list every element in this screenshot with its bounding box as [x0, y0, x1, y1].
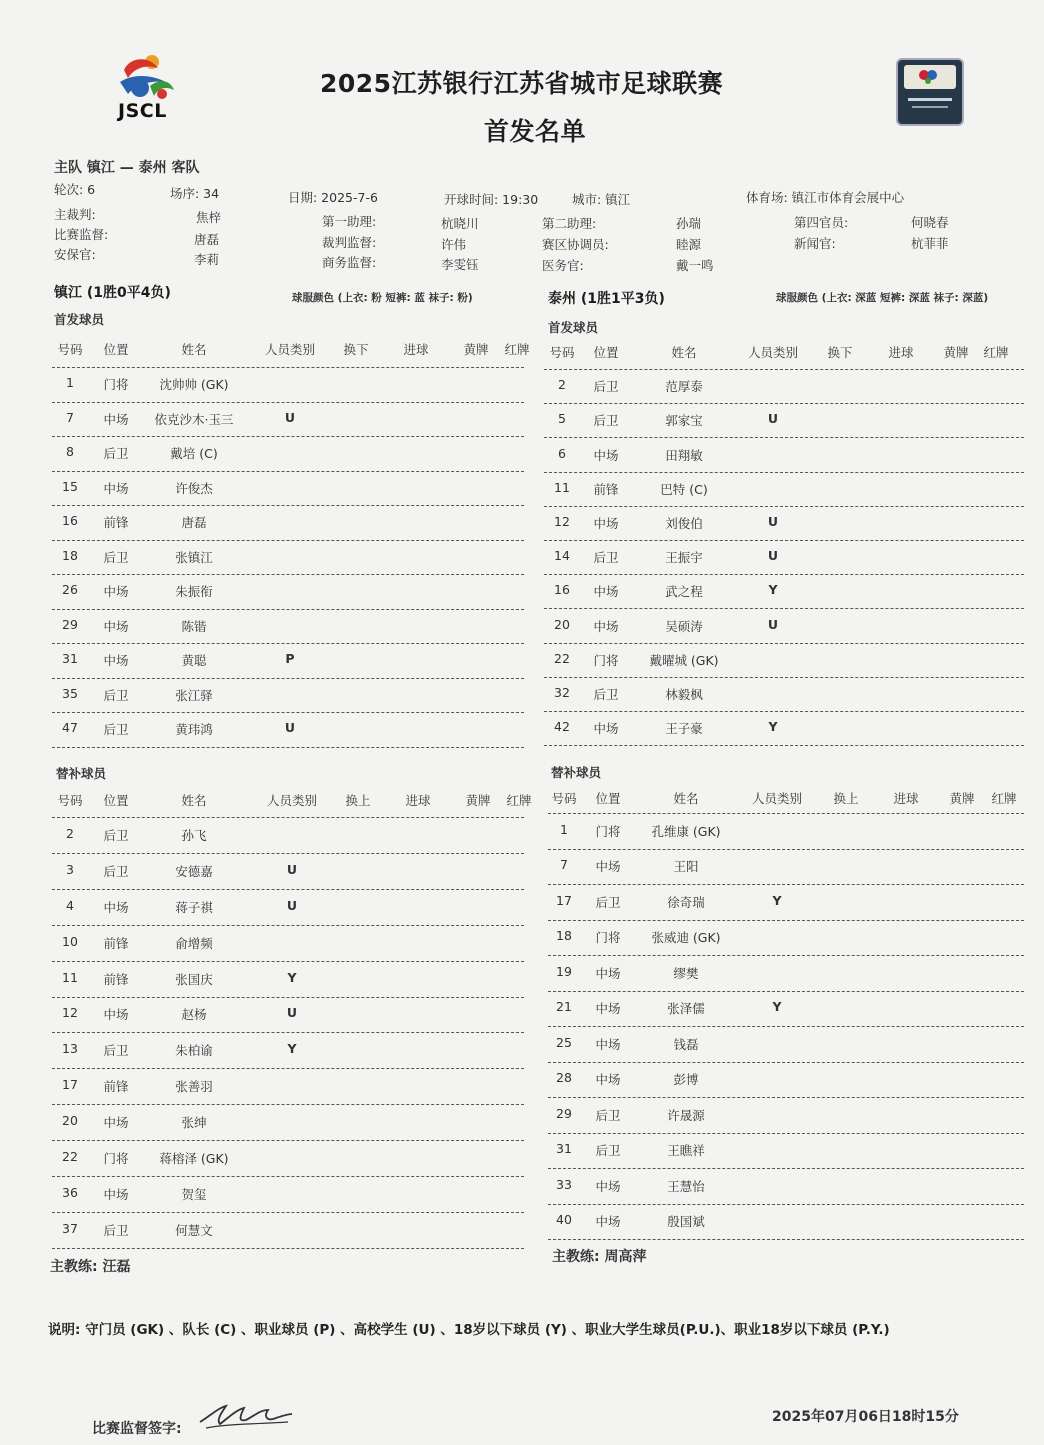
- home-starter-header-2: 姓名: [181, 342, 207, 357]
- home-sub-header-1: 位置: [103, 793, 129, 808]
- home-sub-header-4: 换上: [345, 793, 371, 808]
- away-starter-player-number: 5: [558, 411, 566, 427]
- home-sub-player-name: 张国庆: [175, 971, 213, 987]
- supervisor-signature: [196, 1398, 296, 1436]
- home-starter-header-rule: [52, 367, 524, 368]
- home-sub-row-rule: [52, 1176, 524, 1177]
- away-starter-row-rule: [544, 437, 1024, 438]
- home-starter-player-position: 中场: [103, 653, 129, 669]
- away-sub-player-name: 孔维康 (GK): [651, 823, 721, 839]
- home-sub-header-3: 人员类别: [266, 793, 318, 808]
- league-emblem-icon: [896, 58, 964, 126]
- match-number: 场序: 34: [170, 186, 220, 201]
- home-starter-player-name: 张镇江: [175, 549, 213, 565]
- home-starter-player-name: 沈帅帅 (GK): [159, 377, 229, 393]
- home-starter-row-rule: [52, 609, 524, 610]
- away-starter-player-category: Y: [768, 719, 778, 735]
- away-sub-player-number: 29: [556, 1105, 572, 1121]
- away-starter-player-position: 后卫: [593, 550, 619, 566]
- away-sub-row-rule: [548, 1097, 1024, 1098]
- away-starter-player-number: 42: [554, 719, 570, 735]
- home-sub-player-position: 门将: [103, 1151, 129, 1167]
- away-starter-player-category: U: [767, 548, 779, 564]
- away-sub-player-name: 钱磊: [673, 1036, 699, 1052]
- home-starter-player-position: 后卫: [103, 446, 129, 462]
- away-sub-header-0: 号码: [551, 791, 577, 806]
- home-sub-player-name: 蒋子祺: [175, 899, 213, 915]
- ref-assessor-name: 许伟: [441, 237, 467, 252]
- home-sub-player-category: U: [286, 861, 298, 877]
- away-sub-header-5: 进球: [893, 791, 919, 806]
- away-starter-header-5: 进球: [888, 345, 914, 360]
- away-sub-player-position: 中场: [595, 859, 621, 875]
- away-sub-player-position: 后卫: [595, 894, 621, 910]
- home-sub-row-rule: [52, 997, 524, 998]
- away-sub-player-position: 后卫: [595, 1107, 621, 1123]
- away-starter-header-2: 姓名: [671, 345, 697, 360]
- home-starter-player-category: P: [285, 651, 295, 667]
- home-starter-player-name: 陈锴: [181, 618, 207, 634]
- away-sub-player-name: 张泽儒: [667, 1001, 705, 1017]
- signature-label: 比赛监督签字:: [92, 1421, 182, 1437]
- home-kit-colors: 球服颜色 (上衣: 粉 短裤: 蓝 袜子: 粉): [292, 292, 473, 304]
- away-subs-label: 替补球员: [551, 765, 602, 780]
- away-starter-row-rule: [544, 472, 1024, 473]
- home-sub-player-category: Y: [287, 969, 297, 985]
- away-sub-player-number: 1: [560, 821, 568, 837]
- home-sub-player-number: 12: [62, 1005, 78, 1021]
- home-sub-player-number: 13: [62, 1041, 78, 1057]
- home-starter-header-4: 换下: [343, 342, 369, 357]
- away-starter-player-position: 门将: [593, 652, 619, 668]
- home-sub-player-number: 36: [62, 1184, 78, 1200]
- away-starter-player-number: 2: [558, 377, 566, 393]
- home-starter-player-position: 中场: [103, 480, 129, 496]
- away-starter-header-4: 换下: [827, 345, 853, 360]
- home-starter-player-number: 7: [66, 409, 74, 425]
- away-starter-player-position: 前锋: [593, 481, 619, 497]
- home-starter-player-number: 47: [62, 720, 78, 736]
- home-starter-header-6: 黄牌: [463, 342, 489, 357]
- home-sub-row-rule: [52, 1104, 524, 1105]
- away-sub-row-rule: [548, 1204, 1024, 1205]
- press-officer-label: 新闻官:: [794, 236, 836, 251]
- away-starter-player-number: 20: [554, 616, 570, 632]
- home-starter-player-name: 黄玮鸿: [175, 722, 213, 738]
- home-sub-header-0: 号码: [57, 793, 83, 808]
- home-sub-player-name: 蒋榕泽 (GK): [159, 1151, 229, 1167]
- away-sub-header-1: 位置: [595, 791, 621, 806]
- away-sub-player-position: 中场: [595, 1178, 621, 1194]
- home-sub-row-rule: [52, 961, 524, 962]
- away-starter-player-number: 14: [554, 548, 570, 564]
- fourth-official-label: 第四官员:: [794, 215, 849, 230]
- home-sub-player-position: 中场: [103, 1186, 129, 1202]
- away-starter-player-position: 中场: [593, 515, 619, 531]
- away-starter-player-name: 巴特 (C): [660, 481, 708, 497]
- away-starter-row-rule: [544, 711, 1024, 712]
- teams-line: 主队 镇江 — 泰州 客队: [54, 160, 200, 176]
- away-starter-player-number: 22: [554, 650, 570, 666]
- home-starter-player-position: 后卫: [103, 549, 129, 565]
- ar2-name: 孙瑞: [676, 216, 702, 231]
- home-sub-player-position: 后卫: [103, 827, 129, 843]
- home-sub-header-5: 进球: [405, 793, 431, 808]
- away-starter-player-position: 后卫: [593, 413, 619, 429]
- home-sub-player-name: 安德嘉: [175, 863, 213, 879]
- home-sub-row-rule: [52, 853, 524, 854]
- round: 轮次: 6: [54, 182, 96, 197]
- away-starter-player-name: 王子豪: [665, 721, 703, 737]
- home-sub-player-number: 20: [62, 1113, 78, 1129]
- home-sub-row-rule: [52, 1032, 524, 1033]
- home-starter-header-7: 红牌: [504, 342, 530, 357]
- away-sub-player-number: 31: [556, 1141, 572, 1157]
- home-sub-player-name: 朱柏谕: [175, 1043, 213, 1059]
- home-sub-player-number: 4: [66, 897, 74, 913]
- home-sub-player-category: Y: [287, 1041, 297, 1057]
- away-starter-header-7: 红牌: [983, 345, 1009, 360]
- home-starter-player-number: 31: [62, 651, 78, 667]
- away-starter-player-position: 后卫: [593, 686, 619, 702]
- away-sub-player-category: Y: [772, 892, 782, 908]
- home-starter-player-category: U: [284, 409, 296, 425]
- away-starter-player-category: Y: [768, 582, 778, 598]
- home-sub-player-name: 张绅: [181, 1115, 207, 1131]
- away-sub-player-position: 中场: [595, 1036, 621, 1052]
- away-starter-player-name: 王振宇: [665, 550, 703, 566]
- away-coach: 主教练: 周高萍: [552, 1249, 647, 1265]
- legend-note: 说明: 守门员 (GK) 、队长 (C) 、职业球员 (P) 、高校学生 (U) 、18岁以下球员 (Y) 、职业大学生球员(P.U.)、职业18岁以下球员 (P.Y.): [48, 1322, 890, 1338]
- coordinator-label: 赛区协调员:: [542, 237, 609, 252]
- away-sub-player-position: 门将: [595, 930, 621, 946]
- venue: 体育场: 镇江市体育会展中心: [746, 190, 905, 205]
- home-starter-player-position: 前锋: [103, 515, 129, 531]
- away-sub-player-number: 25: [556, 1034, 572, 1050]
- away-team-title: 泰州 (1胜1平3负): [548, 291, 665, 307]
- home-sub-player-category: U: [286, 1005, 298, 1021]
- away-sub-row-rule: [548, 1133, 1024, 1134]
- away-sub-player-name: 许晟源: [667, 1107, 705, 1123]
- away-sub-player-position: 后卫: [595, 1143, 621, 1159]
- away-starter-row-rule: [544, 506, 1024, 507]
- away-sub-row-rule: [548, 1026, 1024, 1027]
- home-starter-row-rule: [52, 505, 524, 506]
- home-starter-header-5: 进球: [403, 342, 429, 357]
- away-sub-row-rule: [548, 1168, 1024, 1169]
- away-sub-player-position: 中场: [595, 1001, 621, 1017]
- away-sub-row-rule: [548, 849, 1024, 850]
- away-starter-player-name: 戴曜城 (GK): [649, 652, 719, 668]
- away-sub-player-number: 7: [560, 857, 568, 873]
- home-starter-row-rule: [52, 540, 524, 541]
- home-subs-label: 替补球员: [56, 766, 107, 781]
- home-starter-header-1: 位置: [103, 342, 129, 357]
- away-starter-row-rule: [544, 643, 1024, 644]
- away-starter-header-1: 位置: [593, 345, 619, 360]
- home-starter-player-category: U: [284, 720, 296, 736]
- away-sub-header-3: 人员类别: [751, 791, 803, 806]
- away-starter-player-number: 32: [554, 684, 570, 700]
- home-team-title: 镇江 (1胜0平4负): [54, 285, 171, 301]
- home-starter-player-position: 后卫: [103, 722, 129, 738]
- away-starters-label: 首发球员: [548, 320, 599, 335]
- away-sub-player-name: 彭博: [673, 1072, 699, 1088]
- home-sub-player-position: 后卫: [103, 863, 129, 879]
- away-starter-player-name: 刘俊伯: [665, 515, 703, 531]
- home-sub-player-position: 中场: [103, 1115, 129, 1131]
- home-sub-player-number: 37: [62, 1220, 78, 1236]
- away-sub-player-number: 17: [556, 892, 572, 908]
- away-starter-row-rule: [544, 608, 1024, 609]
- home-starter-player-position: 门将: [103, 377, 129, 393]
- away-starter-player-number: 16: [554, 582, 570, 598]
- city: 城市: 镇江: [572, 192, 631, 207]
- home-sub-player-position: 后卫: [103, 1043, 129, 1059]
- away-starter-player-number: 12: [554, 513, 570, 529]
- home-starter-row-rule: [52, 471, 524, 472]
- home-sub-player-number: 3: [66, 861, 74, 877]
- away-sub-player-position: 中场: [595, 965, 621, 981]
- away-sub-row-rule: [548, 920, 1024, 921]
- home-starter-player-name: 黄聪: [181, 653, 207, 669]
- home-starter-player-name: 唐磊: [181, 515, 207, 531]
- security-name: 李莉: [194, 252, 220, 267]
- away-starter-player-category: U: [767, 513, 779, 529]
- home-sub-row-rule: [52, 1212, 524, 1213]
- medical-name: 戴一鸣: [676, 258, 714, 273]
- away-starter-player-name: 吴硕涛: [665, 618, 703, 634]
- away-kit-colors: 球服颜色 (上衣: 深蓝 短裤: 深蓝 袜子: 深蓝): [776, 292, 989, 304]
- home-starter-player-number: 26: [62, 582, 78, 598]
- home-sub-header-rule: [52, 817, 524, 818]
- away-starter-player-name: 武之程: [665, 584, 703, 600]
- away-sub-player-position: 门将: [595, 823, 621, 839]
- away-starter-player-position: 中场: [593, 618, 619, 634]
- away-sub-header-4: 换上: [833, 791, 859, 806]
- home-sub-row-rule: [52, 889, 524, 890]
- away-starter-header-0: 号码: [549, 345, 575, 360]
- home-starters-label: 首发球员: [54, 312, 105, 327]
- home-sub-player-number: 2: [66, 825, 74, 841]
- home-sub-player-name: 何慧文: [175, 1222, 213, 1238]
- away-sub-player-name: 张威迪 (GK): [651, 930, 721, 946]
- away-starter-row-rule: [544, 574, 1024, 575]
- home-sub-row-rule: [52, 1068, 524, 1069]
- page-title: 2025江苏银行江苏省城市足球联赛: [320, 69, 724, 98]
- away-starter-player-category: U: [767, 411, 779, 427]
- home-sub-player-position: 中场: [103, 899, 129, 915]
- away-starter-player-name: 林毅枫: [665, 686, 703, 702]
- home-sub-player-position: 前锋: [103, 935, 129, 951]
- kickoff-time: 开球时间: 19:30: [444, 192, 539, 207]
- away-starter-player-name: 范厚泰: [665, 379, 703, 395]
- referee-label: 主裁判:: [54, 207, 96, 222]
- away-sub-row-rule: [548, 991, 1024, 992]
- home-sub-player-name: 张善羽: [175, 1079, 213, 1095]
- away-sub-row-rule: [548, 1239, 1024, 1240]
- page-subtitle: 首发名单: [484, 117, 587, 146]
- away-sub-row-rule: [548, 884, 1024, 885]
- fourth-official-name: 何晓春: [911, 215, 949, 230]
- home-starter-player-position: 后卫: [103, 687, 129, 703]
- referee-name: 焦梓: [196, 210, 222, 225]
- security-label: 安保官:: [54, 247, 96, 262]
- home-sub-player-name: 俞增频: [175, 935, 213, 951]
- home-sub-player-name: 孙飞: [181, 827, 207, 843]
- home-starter-header-3: 人员类别: [264, 342, 316, 357]
- away-starter-header-6: 黄牌: [943, 345, 969, 360]
- home-starter-row-rule: [52, 678, 524, 679]
- away-starter-player-position: 中场: [593, 584, 619, 600]
- home-starter-player-number: 15: [62, 478, 78, 494]
- jscl-logo-text: JSCL: [118, 100, 167, 122]
- away-starter-row-rule: [544, 403, 1024, 404]
- home-starter-player-name: 朱振衔: [175, 584, 213, 600]
- home-starter-player-number: 16: [62, 513, 78, 529]
- away-sub-player-name: 王慧怡: [667, 1178, 705, 1194]
- away-sub-player-number: 28: [556, 1070, 572, 1086]
- home-sub-player-position: 后卫: [103, 1222, 129, 1238]
- away-starter-header-3: 人员类别: [747, 345, 799, 360]
- commercial-label: 商务监督:: [322, 255, 377, 270]
- home-starter-row-rule: [52, 747, 524, 748]
- away-starter-header-rule: [544, 369, 1024, 370]
- away-sub-player-name: 殷国斌: [667, 1214, 705, 1230]
- home-sub-player-name: 赵杨: [181, 1007, 207, 1023]
- home-starter-row-rule: [52, 402, 524, 403]
- away-starter-player-name: 田翔敏: [665, 447, 703, 463]
- ref-assessor-label: 裁判监督:: [322, 235, 377, 250]
- home-sub-player-number: 22: [62, 1149, 78, 1165]
- away-sub-player-number: 21: [556, 999, 572, 1015]
- away-sub-player-name: 王瞧祥: [667, 1143, 705, 1159]
- home-sub-row-rule: [52, 1248, 524, 1249]
- away-sub-player-category: Y: [772, 999, 782, 1015]
- away-sub-header-rule: [548, 813, 1024, 814]
- away-sub-player-name: 徐奇瑞: [667, 894, 705, 910]
- home-starter-player-number: 35: [62, 685, 78, 701]
- home-sub-header-2: 姓名: [181, 793, 207, 808]
- home-sub-player-position: 中场: [103, 1007, 129, 1023]
- home-sub-player-name: 贺玺: [181, 1186, 207, 1202]
- home-starter-player-name: 许俊杰: [175, 480, 213, 496]
- home-starter-row-rule: [52, 643, 524, 644]
- home-starter-player-position: 中场: [103, 584, 129, 600]
- ar1-label: 第一助理:: [322, 214, 377, 229]
- away-starter-row-rule: [544, 540, 1024, 541]
- away-starter-player-number: 6: [558, 445, 566, 461]
- home-sub-row-rule: [52, 925, 524, 926]
- commercial-name: 李雯钰: [441, 257, 479, 272]
- ar1-name: 杭晓川: [441, 216, 479, 231]
- ar2-label: 第二助理:: [542, 216, 597, 231]
- match-date: 日期: 2025-7-6: [288, 190, 378, 205]
- home-sub-player-number: 10: [62, 933, 78, 949]
- away-starter-player-position: 中场: [593, 721, 619, 737]
- home-starter-player-number: 1: [66, 375, 74, 391]
- press-officer-name: 杭菲菲: [911, 236, 949, 251]
- home-sub-player-category: U: [286, 897, 298, 913]
- away-sub-player-position: 中场: [595, 1072, 621, 1088]
- away-sub-player-number: 40: [556, 1212, 572, 1228]
- home-sub-player-number: 11: [62, 969, 78, 985]
- away-starter-player-position: 中场: [593, 447, 619, 463]
- away-sub-player-number: 19: [556, 963, 572, 979]
- medical-label: 医务官:: [542, 258, 584, 273]
- home-starter-row-rule: [52, 436, 524, 437]
- home-sub-player-position: 前锋: [103, 971, 129, 987]
- away-starter-row-rule: [544, 677, 1024, 678]
- away-sub-player-number: 33: [556, 1176, 572, 1192]
- home-sub-header-7: 红牌: [506, 793, 532, 808]
- home-starter-player-position: 中场: [103, 618, 129, 634]
- home-starter-row-rule: [52, 712, 524, 713]
- away-starter-player-name: 郭家宝: [665, 413, 703, 429]
- supervisor-label: 比赛监督:: [54, 227, 109, 242]
- home-coach: 主教练: 汪磊: [50, 1259, 131, 1275]
- away-sub-header-7: 红牌: [991, 791, 1017, 806]
- home-sub-player-position: 前锋: [103, 1079, 129, 1095]
- home-starter-player-name: 戴培 (C): [170, 446, 218, 462]
- away-sub-player-number: 18: [556, 928, 572, 944]
- home-starter-player-name: 依克沙木·玉三: [154, 411, 234, 427]
- away-starter-row-rule: [544, 745, 1024, 746]
- away-sub-row-rule: [548, 955, 1024, 956]
- home-starter-header-0: 号码: [57, 342, 83, 357]
- home-starter-player-number: 18: [62, 547, 78, 563]
- away-sub-header-6: 黄牌: [949, 791, 975, 806]
- away-sub-row-rule: [548, 1062, 1024, 1063]
- coordinator-name: 睦源: [676, 237, 702, 252]
- sign-timestamp: 2025年07月06日18时15分: [772, 1409, 959, 1425]
- away-sub-player-name: 缪樊: [673, 965, 699, 981]
- home-sub-row-rule: [52, 1140, 524, 1141]
- away-sub-player-position: 中场: [595, 1214, 621, 1230]
- home-sub-header-6: 黄牌: [465, 793, 491, 808]
- home-starter-player-name: 张江驿: [175, 687, 213, 703]
- home-starter-row-rule: [52, 574, 524, 575]
- away-starter-player-number: 11: [554, 479, 570, 495]
- away-starter-player-position: 后卫: [593, 379, 619, 395]
- away-starter-player-category: U: [767, 616, 779, 632]
- away-sub-player-name: 王阳: [673, 859, 699, 875]
- home-starter-player-position: 中场: [103, 411, 129, 427]
- away-sub-header-2: 姓名: [673, 791, 699, 806]
- home-starter-player-number: 29: [62, 616, 78, 632]
- supervisor-name: 唐磊: [194, 232, 220, 247]
- home-starter-player-number: 8: [66, 444, 74, 460]
- home-sub-player-number: 17: [62, 1077, 78, 1093]
